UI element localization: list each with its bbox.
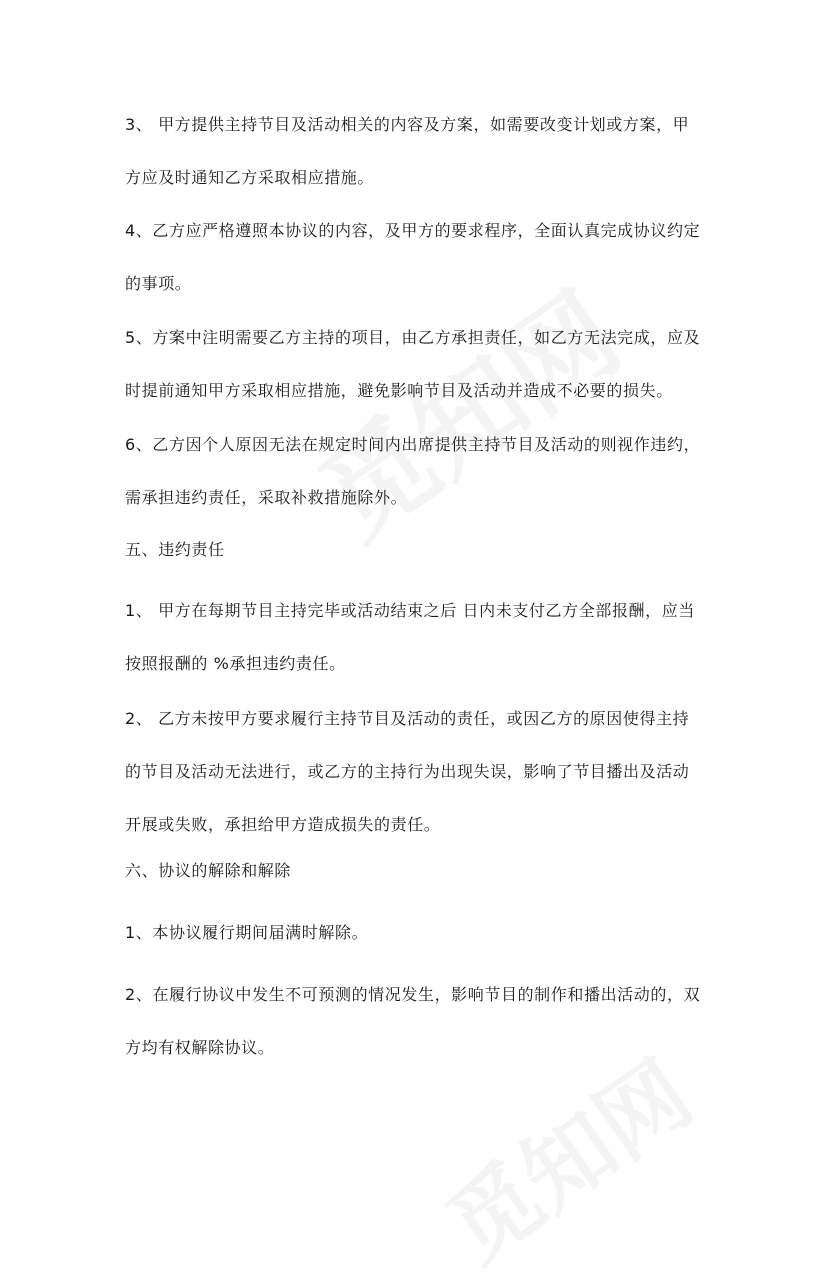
text-line: 2、 乙方未按甲方要求履行主持节目及活动的责任，或因乙方的原因使得主持 xyxy=(125,709,690,728)
heading-text: 六、协议的解除和解除 xyxy=(125,861,292,880)
breach-clause-2 xyxy=(125,692,710,851)
text-line: 方均有权解除协议。 xyxy=(125,1038,275,1057)
breach-clause-1 xyxy=(125,584,710,690)
clause-5 xyxy=(125,311,710,417)
section-heading-breach xyxy=(125,523,710,576)
text-line: 1、 甲方在每期节目主持完毕或活动结束之后 日内未支付乙方全部报酬，应当 xyxy=(125,601,695,620)
clause-6 xyxy=(125,418,710,524)
text-line: 2、在履行协议中发生不可预测的情况发生，影响节目的制作和播出活动的，双 xyxy=(125,985,701,1004)
text-line: 的节目及活动无法进行，或乙方的主持行为出现失误，影响了节目播出及活动 xyxy=(125,762,690,781)
text-line: 5、方案中注明需要乙方主持的项目，由乙方承担责任，如乙方无法完成，应及 xyxy=(125,328,701,347)
text-line: 4、乙方应严格遵照本协议的内容，及甲方的要求程序，全面认真完成协议约定 xyxy=(125,221,701,240)
text-line: 开展或失败，承担给甲方造成损失的责任。 xyxy=(125,815,441,834)
clause-3 xyxy=(125,98,710,204)
text-line: 1、本协议履行期间届满时解除。 xyxy=(125,923,369,942)
text-line: 方应及时通知乙方采取相应措施。 xyxy=(125,168,375,187)
clause-4 xyxy=(125,204,710,310)
text-line: 的事项。 xyxy=(125,274,192,293)
text-line: 时提前通知甲方采取相应措施，避免影响节目及活动并造成不必要的损失。 xyxy=(125,381,673,400)
heading-text: 五、违约责任 xyxy=(125,540,225,559)
section-heading-termination xyxy=(125,844,710,897)
termination-clause-2 xyxy=(125,968,710,1074)
termination-clause-1 xyxy=(125,906,710,959)
text-line: 3、 甲方提供主持节目及活动相关的内容及方案，如需要改变计划或方案，甲 xyxy=(125,115,690,134)
text-line: 按照报酬的 %承担违约责任。 xyxy=(125,654,346,673)
text-line: 6、乙方因个人原因无法在规定时间内出席提供主持节目及活动的则视作违约， xyxy=(125,435,701,454)
text-line: 需承担违约责任，采取补救措施除外。 xyxy=(125,488,408,507)
